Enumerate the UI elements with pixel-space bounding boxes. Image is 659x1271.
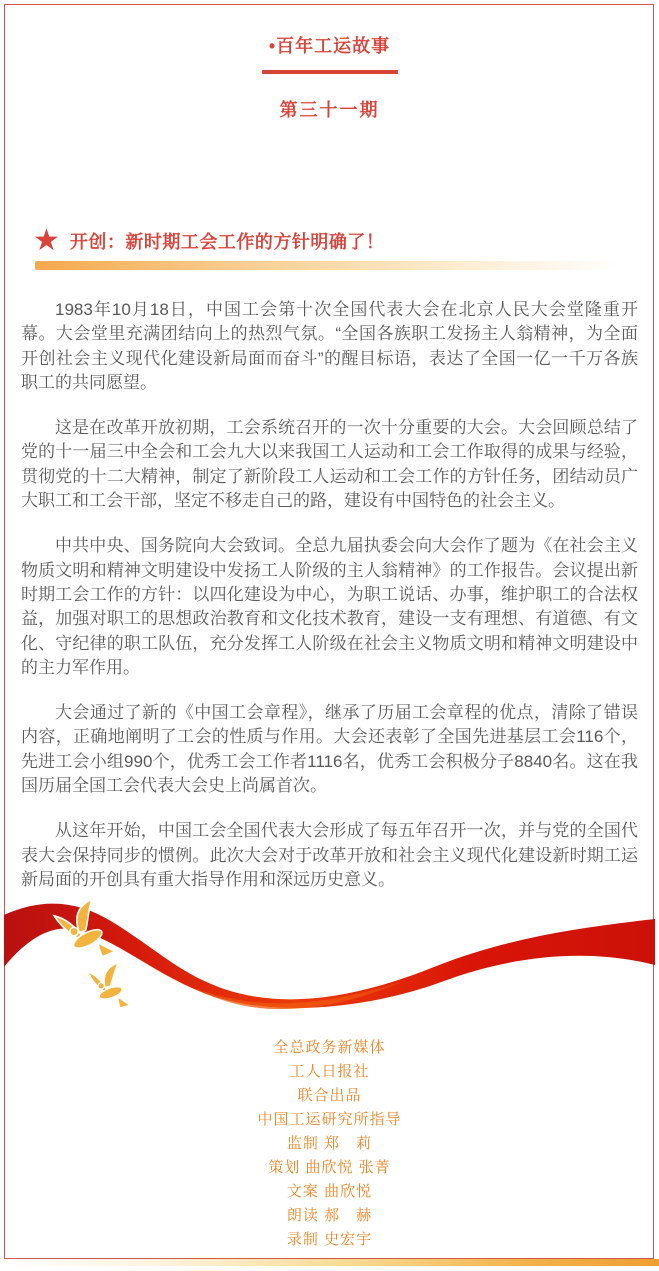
credit-line: 录制 史宏宇 [286,1231,373,1248]
ribbon-graphic [4,897,655,1015]
paragraph: 大会通过了新的《中国工会章程》，继承了历届工会章程的优点，清除了错误内容，正确地阐明了工会的性质与作用。大会还表彰了全国先进基层工会116个，先进工会小组990个，优秀工会工作者1116名，优秀工会积极分子8840名。这在我国历届全国工会代表大会史上尚属首次。 [21,703,638,796]
star-icon: ★ [33,224,60,257]
page-header [0,0,659,120]
paragraph: 这是在改革开放初期，工会系统召开的一次十分重要的大会。大会回顾总结了党的十一届三中全会和工会九大以来我国工人运动和工会工作取得的成果与经验，贯彻党的十二大精神，制定了新阶段工人运动和工会工作的方针任务，团结动员广大职工和工会干部，坚定不移走自己的路，建设有中国特色的社会主义。 [21,418,638,511]
bottom-accent-bar [0,1259,659,1266]
series-title: •百年工运故事 [268,36,391,56]
title-accent-bar [35,261,621,270]
article-title: 开创：新时期工会工作的方针明确了！ [69,232,385,252]
red-ribbon-wave [4,897,655,1015]
credit-line: 监制 郑 莉 [286,1135,373,1152]
credit-line: 朗读 郝 赫 [286,1207,373,1224]
issue-label: 第三十一期 [279,100,380,120]
dove-icon [83,959,135,1009]
credit-line: 文案 曲欣悦 [286,1183,373,1200]
credits-block [0,1036,659,1252]
paragraph: 中共中央、国务院向大会致词。全总九届执委会向大会作了题为《在社会主义物质文明和精神文明建设中发扬工人阶级的主人翁精神》的工作报告。会议提出新时期工会工作的方针：以四化建设为中心，为职工说话、办事，维护职工的合法权益，加强对职工的思想政治教育和文化技术教育，建设一支有理想、有道德、有文化、守纪律的职工队伍，充分发挥工人阶级在社会主义物质文明和精神文明建设中的主力军作用。 [21,536,638,677]
series-underline [262,70,398,74]
paragraph: 1983年10月18日，中国工会第十次全国代表大会在北京人民大会堂隆重开幕。大会堂里充满团结向上的热烈气氛。“全国各族职工发扬主人翁精神，为全面开创社会主义现代化建设新局面而奋斗”的醒目标语，表达了全国一亿一千万各族职工的共同愿望。 [21,300,638,392]
credit-line: 策划 曲欣悦 张菁 [268,1159,391,1176]
credit-line: 中国工运研究所指导 [257,1111,402,1128]
credit-line: 全总政务新媒体 [273,1039,386,1056]
credit-line: 联合出品 [297,1087,362,1104]
article-title-block [0,226,659,270]
paragraph: 从这年开始，中国工会全国代表大会形成了每五年召开一次，并与党的全国代表大会保持同步的惯例。此次大会对于改革开放和社会主义现代化建设新时期工运新局面的开创具有重大指导作用和深远历史意义。 [21,821,638,889]
article-title-row [33,226,659,256]
credit-line: 工人日报社 [289,1063,370,1080]
article-body [21,298,638,892]
